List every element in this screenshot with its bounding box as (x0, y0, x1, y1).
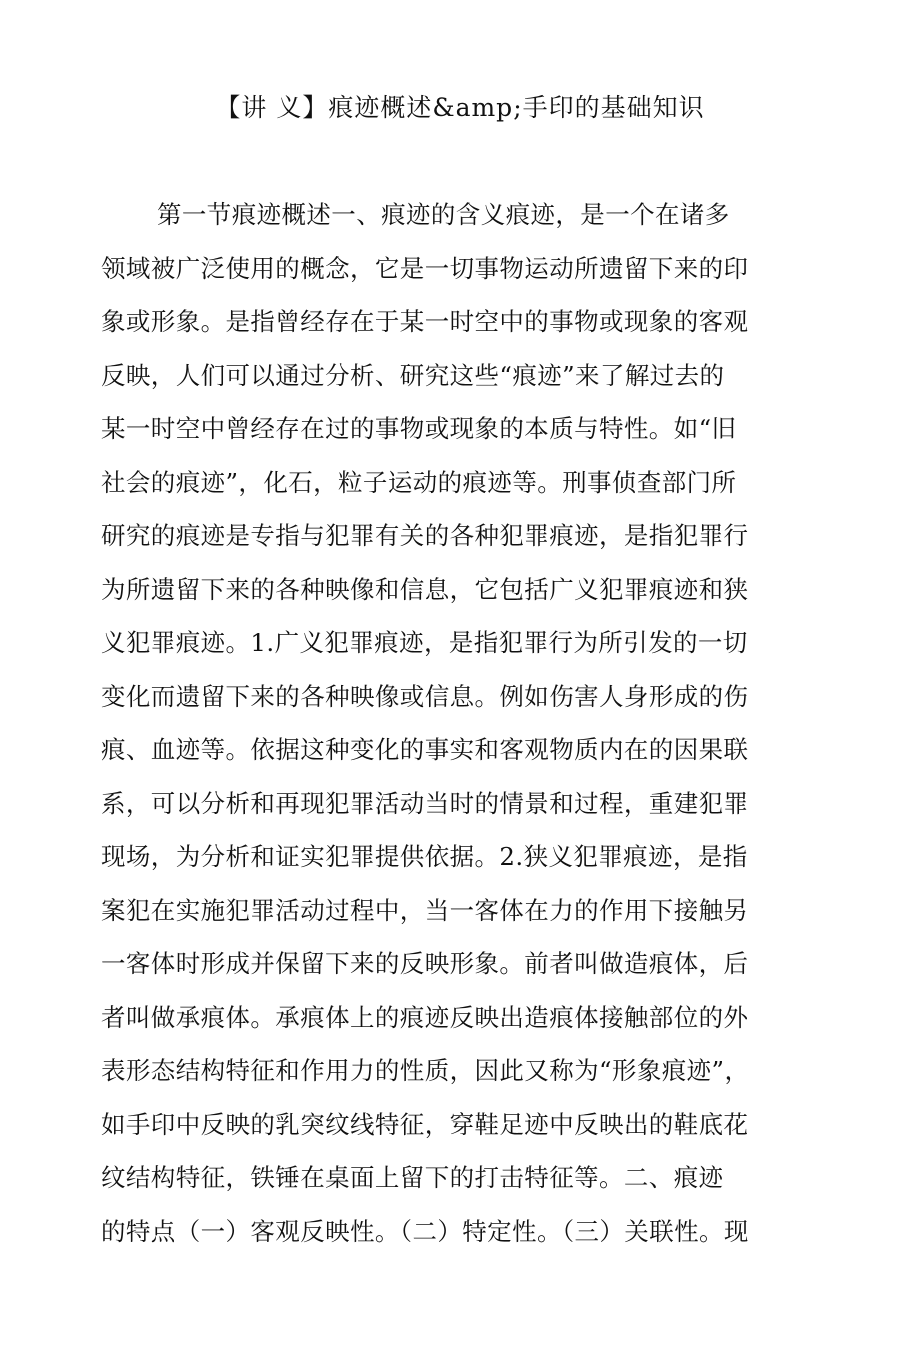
text-line: 系，可以分析和再现犯罪活动当时的情景和过程，重建犯罪 (101, 788, 749, 818)
text-line: 为所遗留下来的各种映像和信息，它包括广义犯罪痕迹和狭 (101, 574, 749, 604)
text-line: 纹结构特征，铁锤在桌面上留下的打击特征等。二、痕迹 (101, 1163, 724, 1192)
text-line: 变化而遗留下来的各种映像或信息。例如伤害人身形成的伤 (101, 681, 749, 711)
text-line: 一客体时形成并保留下来的反映形象。前者叫做造痕体，后 (101, 949, 749, 978)
text-line: 领域被广泛使用的概念，它是一切事物运动所遗留下来的印 (101, 253, 749, 283)
text-line: 第一节痕迹概述一、痕迹的含义痕迹，是一个在诸多 (157, 200, 730, 229)
text-line: 研究的痕迹是专指与犯罪有关的各种犯罪痕迹，是指犯罪行 (101, 521, 749, 550)
body-paragraph (101, 195, 801, 1265)
text-line: 某一时空中曾经存在过的事物或现象的本质与特性。如“旧 (101, 414, 737, 443)
text-line: 现场，为分析和证实犯罪提供依据。2.狭义犯罪痕迹，是指 (101, 842, 748, 871)
text-line: 反映，人们可以通过分析、研究这些“痕迹”来了解过去的 (101, 360, 725, 390)
text-line: 表形态结构特征和作用力的性质，因此又称为“形象痕迹”， (101, 1056, 750, 1085)
text-line: 象或形象。是指曾经存在于某一时空中的事物或现象的客观 (101, 307, 749, 336)
text-line: 如手印中反映的乳突纹线特征，穿鞋足迹中反映出的鞋底花 (101, 1109, 749, 1139)
text-line: 的特点（一）客观反映性。（二）特定性。（三）关联性。现 (101, 1216, 749, 1246)
text-line: 案犯在实施犯罪活动过程中，当一客体在力的作用下接触另 (101, 895, 749, 925)
document-title: 【讲 义】痕迹概述&amp;手印的基础知识 (215, 93, 705, 122)
text-line: 者叫做承痕体。承痕体上的痕迹反映出造痕体接触部位的外 (101, 1002, 749, 1032)
text-line: 社会的痕迹”，化石，粒子运动的痕迹等。刑事侦查部门所 (101, 467, 737, 497)
text-line: 痕、血迹等。依据这种变化的事实和客观物质内在的因果联 (101, 735, 749, 764)
text-line: 义犯罪痕迹。1.广义犯罪痕迹，是指犯罪行为所引发的一切 (101, 628, 748, 657)
